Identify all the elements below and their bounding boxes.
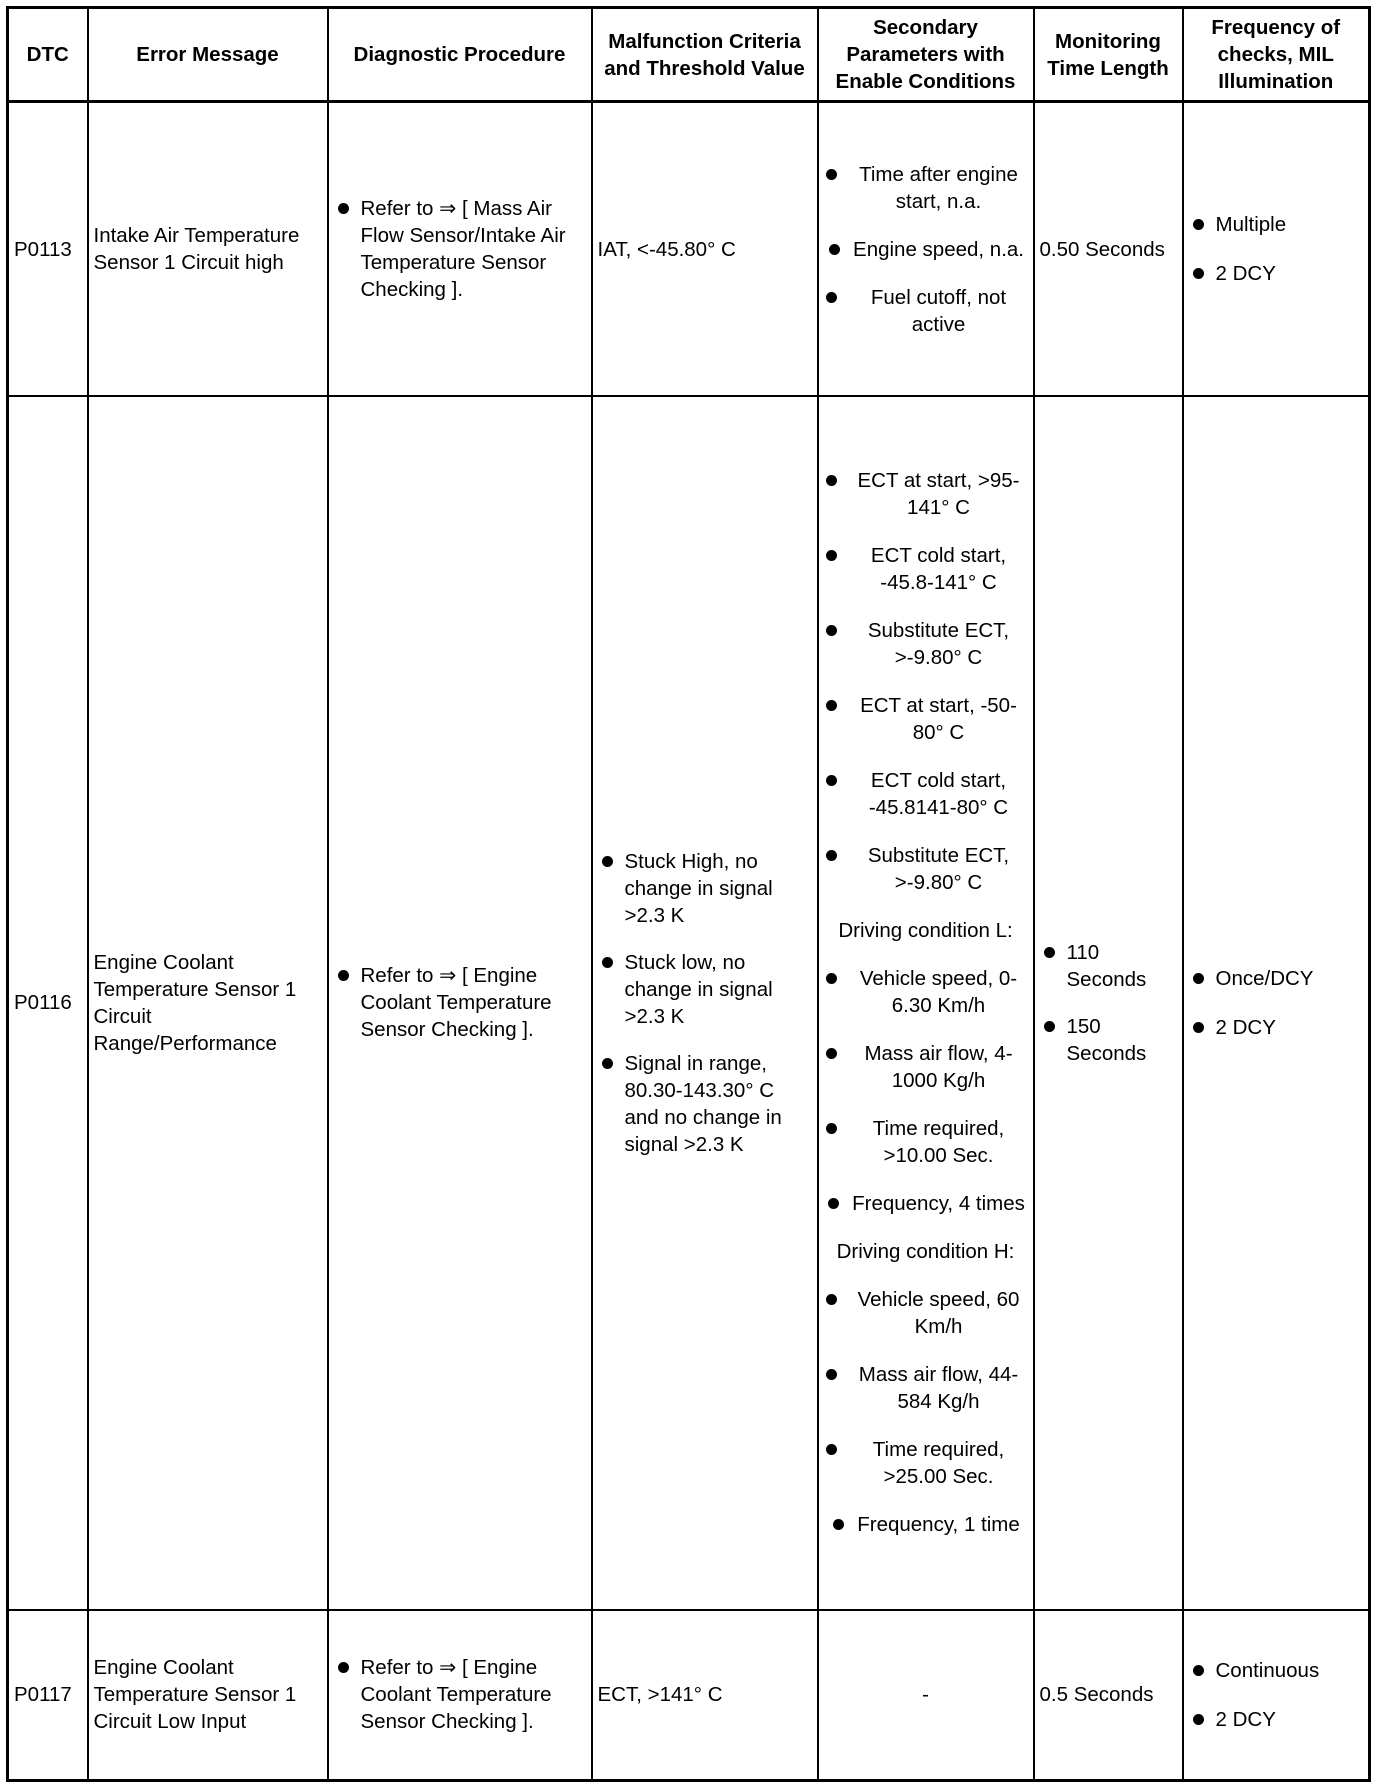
error-message: Intake Air Temperature Sensor 1 Circuit high	[88, 102, 328, 396]
secondary-item: Frequency, 4 times	[826, 1190, 1025, 1217]
frequency-item: Multiple	[1189, 211, 1364, 238]
diagnostic-procedure	[328, 1610, 592, 1781]
secondary-parameters	[818, 102, 1034, 396]
header-diagnostic-procedure: Diagnostic Procedure	[328, 8, 592, 102]
secondary-item: Mass air flow, 44-584 Kg/h	[824, 1361, 1028, 1415]
secondary-item: Substitute ECT, >-9.80° C	[824, 842, 1028, 896]
secondary-item: ECT at start, -50-80° C	[824, 692, 1028, 746]
monitoring-time	[1034, 396, 1183, 1609]
monitoring-item: 150 Seconds	[1040, 1013, 1177, 1067]
frequency-item: 2 DCY	[1189, 260, 1364, 287]
table-row-p0116	[8, 396, 1370, 1609]
header-monitoring-time: Monitoring Time Length	[1034, 8, 1183, 102]
secondary-item: Time after engine start, n.a.	[824, 161, 1028, 215]
monitoring-time: 0.50 Seconds	[1034, 102, 1183, 396]
secondary-parameters: -	[818, 1610, 1034, 1781]
frequency	[1183, 102, 1370, 396]
frequency-item: Once/DCY	[1189, 965, 1364, 992]
table-row-p0117	[8, 1610, 1370, 1781]
malfunction-criteria: IAT, <-45.80° C	[592, 102, 818, 396]
dtc-code: P0117	[8, 1610, 88, 1781]
secondary-item: ECT at start, >95-141° C	[824, 467, 1028, 521]
header-error-message: Error Message	[88, 8, 328, 102]
malfunction-criteria	[592, 396, 818, 1609]
header-malfunction-criteria: Malfunction Criteria and Threshold Value	[592, 8, 818, 102]
diagnostic-procedure	[328, 102, 592, 396]
frequency-item: Continuous	[1189, 1657, 1364, 1684]
header-frequency: Frequency of checks, MIL Illumination	[1183, 8, 1370, 102]
procedure-item: Refer to ⇒ [ Mass Air Flow Sensor/Intake Air Temperature Sensor Checking ].	[334, 195, 586, 303]
malfunction-item: Stuck low, no change in signal >2.3 K	[598, 949, 812, 1030]
secondary-item: Time required, >25.00 Sec.	[824, 1436, 1028, 1490]
secondary-item: Vehicle speed, 0-6.30 Km/h	[824, 965, 1028, 1019]
dtc-code: P0113	[8, 102, 88, 396]
monitoring-time: 0.5 Seconds	[1034, 1610, 1183, 1781]
malfunction-criteria: ECT, >141° C	[592, 1610, 818, 1781]
secondary-item: ECT cold start, -45.8141-80° C	[824, 767, 1028, 821]
header-dtc: DTC	[8, 8, 88, 102]
header-row	[8, 8, 1370, 102]
error-message: Engine Coolant Temperature Sensor 1 Circuit Low Input	[88, 1610, 328, 1781]
dtc-code: P0116	[8, 396, 88, 1609]
malfunction-item: Signal in range, 80.30-143.30° C and no change in signal >2.3 K	[598, 1050, 812, 1158]
secondary-item: Engine speed, n.a.	[827, 236, 1024, 263]
driving-condition-l-label: Driving condition L:	[838, 919, 1013, 943]
frequency	[1183, 1610, 1370, 1781]
table-row-p0113	[8, 102, 1370, 396]
diagnostic-procedure	[328, 396, 592, 1609]
secondary-parameters	[818, 396, 1034, 1609]
secondary-item: Mass air flow, 4-1000 Kg/h	[824, 1040, 1028, 1094]
frequency-item: 2 DCY	[1189, 1706, 1364, 1733]
secondary-item: ECT cold start, -45.8-141° C	[824, 542, 1028, 596]
secondary-item: Frequency, 1 time	[831, 1511, 1020, 1538]
secondary-item: Substitute ECT, >-9.80° C	[824, 617, 1028, 671]
secondary-item: Time required, >10.00 Sec.	[824, 1115, 1028, 1169]
dtc-table	[6, 6, 1371, 1782]
header-secondary-parameters: Secondary Parameters with Enable Conditions	[818, 8, 1034, 102]
driving-condition-h-label: Driving condition H:	[836, 1240, 1015, 1264]
secondary-item: Vehicle speed, 60 Km/h	[824, 1286, 1028, 1340]
secondary-item: Fuel cutoff, not active	[824, 284, 1028, 338]
malfunction-item: Stuck High, no change in signal >2.3 K	[598, 848, 812, 929]
procedure-item: Refer to ⇒ [ Engine Coolant Temperature Sensor Checking ].	[334, 962, 586, 1043]
error-message: Engine Coolant Temperature Sensor 1 Circuit Range/Performance	[88, 396, 328, 1609]
frequency-item: 2 DCY	[1189, 1014, 1364, 1041]
monitoring-item: 110 Seconds	[1040, 939, 1177, 993]
frequency	[1183, 396, 1370, 1609]
procedure-item: Refer to ⇒ [ Engine Coolant Temperature Sensor Checking ].	[334, 1654, 586, 1735]
